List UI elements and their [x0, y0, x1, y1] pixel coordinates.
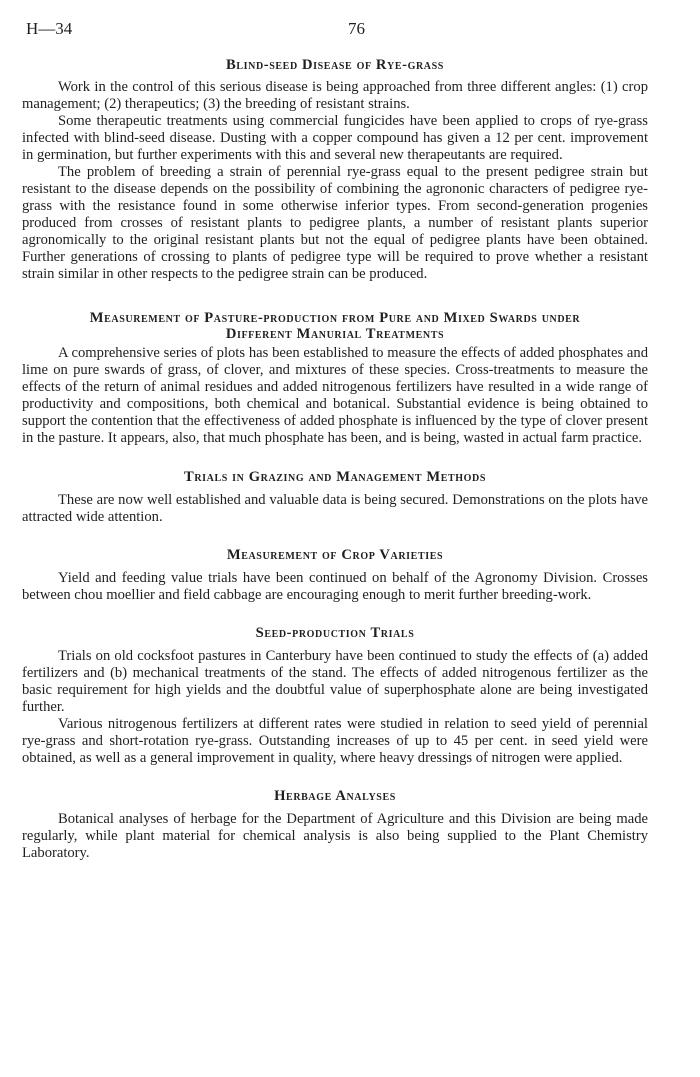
section-seed-production: [22, 625, 648, 767]
paragraph: These are now well established and valuable data is being secured. Demonstrations on the plots have attracted wide attention.: [22, 492, 648, 525]
paragraph: Trials on old cocksfoot pastures in Canterbury have been continued to study the effects of (a) added fertilizers and (b) mechanical treatments of the stand. The effects of added nitrogenous fertilizer as the basic requirement for high yields and the doubtful value of superphosphate alone are being investigated further.: [22, 648, 648, 715]
paragraph: Botanical analyses of herbage for the Department of Agriculture and this Division are being made regularly, while plant material for chemical analysis is also being supplied to the Plant Chemistry Laboratory.: [22, 811, 648, 861]
section-crop-varieties: [22, 547, 648, 604]
paragraph: Work in the control of this serious disease is being approached from three different angles: (1) crop management; (2) therapeutics; (3) the breeding of resistant strains.: [22, 79, 648, 112]
paragraph: Yield and feeding value trials have been continued on behalf of the Agronomy Division. Crosses between chou moellier and field cabbage are encouraging enough to merit further breeding-work.: [22, 570, 648, 603]
paragraph: A comprehensive series of plots has been established to measure the effects of added phosphates and lime on pure swards of grass, of clover, and mixtures of these species. Cross-treatments to measure the effects of the return of animal residues and added nitrogenous fertilizers have resulted in a wide range of productivity and compositions, both chemical and botanical. Substantial evidence is being obtained to support the contention that the effectiveness of added phosphate is influenced by the type of clover present in the pasture. It appears, also, that much phosphate has been, and is being, wasted in actual farm practice.: [22, 345, 648, 446]
section-blind-seed-disease: [22, 57, 648, 283]
paragraph: The problem of breeding a strain of perennial rye-grass equal to the present pedigree strain but resistant to the disease depends on the possibility of combining the agrononic characters of pedigree rye-grass with the resistance found in some otherwise inferior types. From second-generation progenies produced from crosses of resistant plants to pedigree plants, a number of resistant plants superior agronomically to the original resistant plants but not the equal of pedigree plants have been obtained. Further generations of crossing to plants of pedigree type will be required to prove whether a resistant strain similar in other respects to the pedigree strain can be produced.: [22, 164, 648, 282]
section-heading: Seed-production Trials: [255, 625, 415, 641]
paragraph: Various nitrogenous fertilizers at different rates were studied in relation to seed yield of perennial rye-grass and short-rotation rye-grass. Outstanding increases of up to 45 per cent. in seed yield were obtained, as well as a general improvement in quality, where heavy dressings of nitrogen were applied.: [22, 716, 648, 766]
section-grazing-trials: [22, 469, 648, 526]
paragraph: Some therapeutic treatments using commercial fungicides have been applied to crops of rye-grass infected with blind-seed disease. Dusting with a copper compound has given a 12 per cent. improvement in germination, but further experiments with this and several new therapeutants are required.: [22, 113, 648, 163]
page-header: [22, 18, 648, 44]
section-heading: Blind-seed Disease of Rye-grass: [226, 57, 444, 73]
section-heading-line-2: Different Manurial Treatments: [225, 326, 445, 342]
section-herbage-analyses: [22, 788, 648, 862]
section-heading: [22, 310, 648, 342]
section-heading: Trials in Grazing and Management Methods: [183, 469, 487, 485]
section-pasture-production: [22, 310, 648, 447]
report-code: H—34: [26, 19, 73, 38]
section-heading: Herbage Analyses: [274, 788, 396, 804]
page-number: 76: [348, 19, 365, 38]
section-heading-line-1: Measurement of Pasture-production from Pure and Mixed Swards under: [89, 310, 581, 326]
section-heading: Measurement of Crop Varieties: [226, 547, 444, 563]
